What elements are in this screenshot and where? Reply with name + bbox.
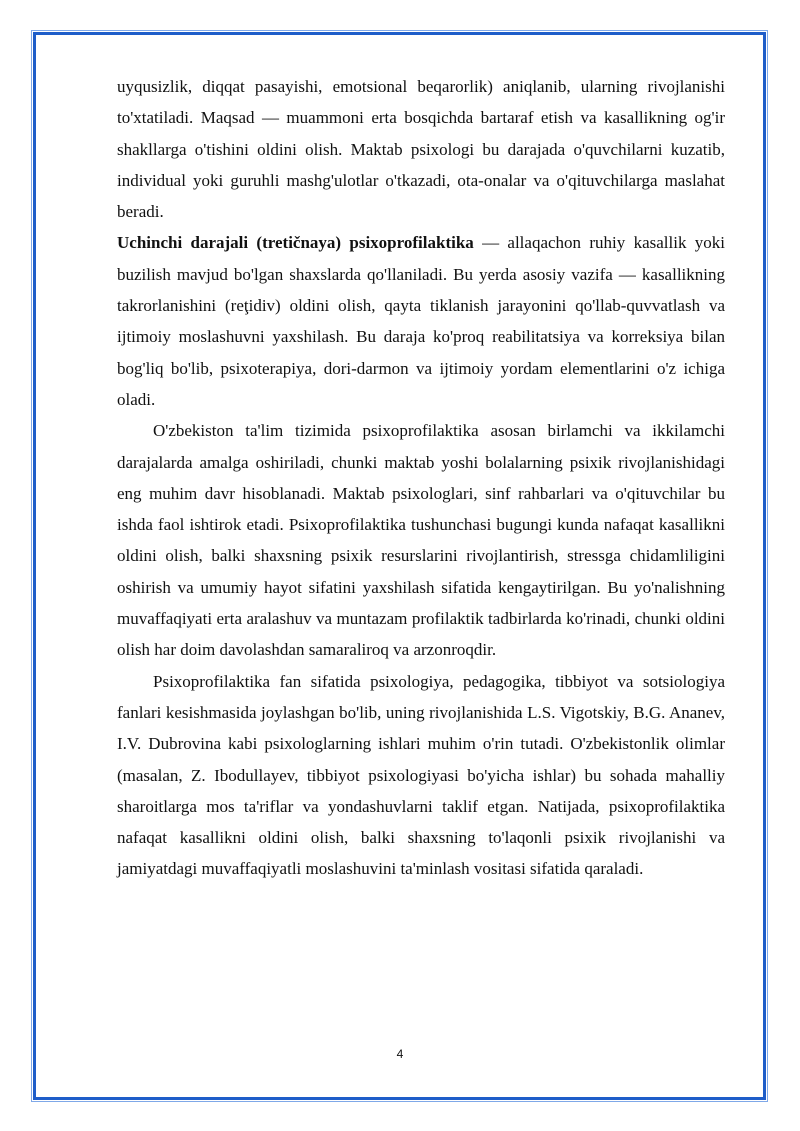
page-number: 4 [396, 1047, 404, 1061]
paragraph-tertiary-prevention [117, 227, 725, 415]
paragraph-uzbekistan-education: O'zbekiston ta'lim tizimida psixoprofilaktika asosan birlamchi va ikkilamchi darajalarda amalga oshiriladi, chunki maktab yoshi bolalarning psixik rivojlanishidagi eng muhim davr hisoblanadi. Maktab psixologlari, sinf rahbarlari va o'qituvchilar bu ishda faol ishtirok etadi. Psixoprofilaktika tushunchasi bugungi kunda nafaqat kasallikni oldini olish, balki shaxsning psixik resurslarini rivojlantirish, stressga chidamliligini oshirish va umumiy hayot sifatini yaxshilash sifatida kengaytirilgan. Bu yo'nalishning muvaffaqiyati erta aralashuv va muntazam profilaktik tadbirlarda ko'rinadi, chunki oldini olish har doim davolashdan samaraliroq va arzonroqdir. [117, 421, 725, 660]
document-body [117, 71, 725, 885]
paragraph-continuation: uyqusizlik, diqqat pasayishi, emotsional beqarorlik) aniqlanib, ularning rivojlanishi to'xtatiladi. Maqsad — muammoni erta bosqichda bartaraf etish va kasallikning og'ir shakllarga o'tishini oldini olish. Maktab psixologi bu darajada o'quvchilarni kuzatib, individual yoki guruhli mashg'ulotlar o'tkazadi, ota-onalar va o'qituvchilarga maslahat beradi. [117, 77, 725, 222]
paragraph-science-overview: Psixoprofilaktika fan sifatida psixologiya, pedagogika, tibbiyot va sotsiologiya fanlari kesishmasida joylashgan bo'lib, uning rivojlanishida L.S. Vigotskiy, B.G. Ananev, I.V. Dubrovina kabi psixologlarning ishlari muhim o'rin tutadi. O'zbekistonlik olimlar (masalan, Z. Ibodullayev, tibbiyot psixologiyasi bo'yicha ishlar) bu sohada mahalliy sharoitlarga mos ta'riflar va yondashuvlarni taklif etgan. Natijada, psixoprofilaktika nafaqat kasallikni oldini olish, balki shaxsning to'laqonli psixik rivojlanishi va jamiyatdagi muvaffaqiyatli moslashuvini ta'minlash vositasi sifatida qaraladi. [117, 671, 725, 879]
tertiary-prevention-heading: Uchinchi darajali (tretičnaya) psixoprofilaktika [117, 233, 474, 253]
tertiary-prevention-text: — allaqachon ruhiy kasallik yoki buzilish mavjud bo'lgan shaxslarda qo'llaniladi. Bu yerda asosiy vazifa — kasallikning takrorlanishini (reţidiv) oldini olish, qayta tiklanish jarayonini qo'llab-quvvatlash va ijtimoiy moslashuvni yaxshilash. Bu daraja ko'proq reabilitatsiya va korreksiya bilan bog'liq bo'lib, psixoterapiya, dori-darmon va ijtimoiy yordam elementlarini o'z ichiga oladi. [117, 233, 725, 409]
